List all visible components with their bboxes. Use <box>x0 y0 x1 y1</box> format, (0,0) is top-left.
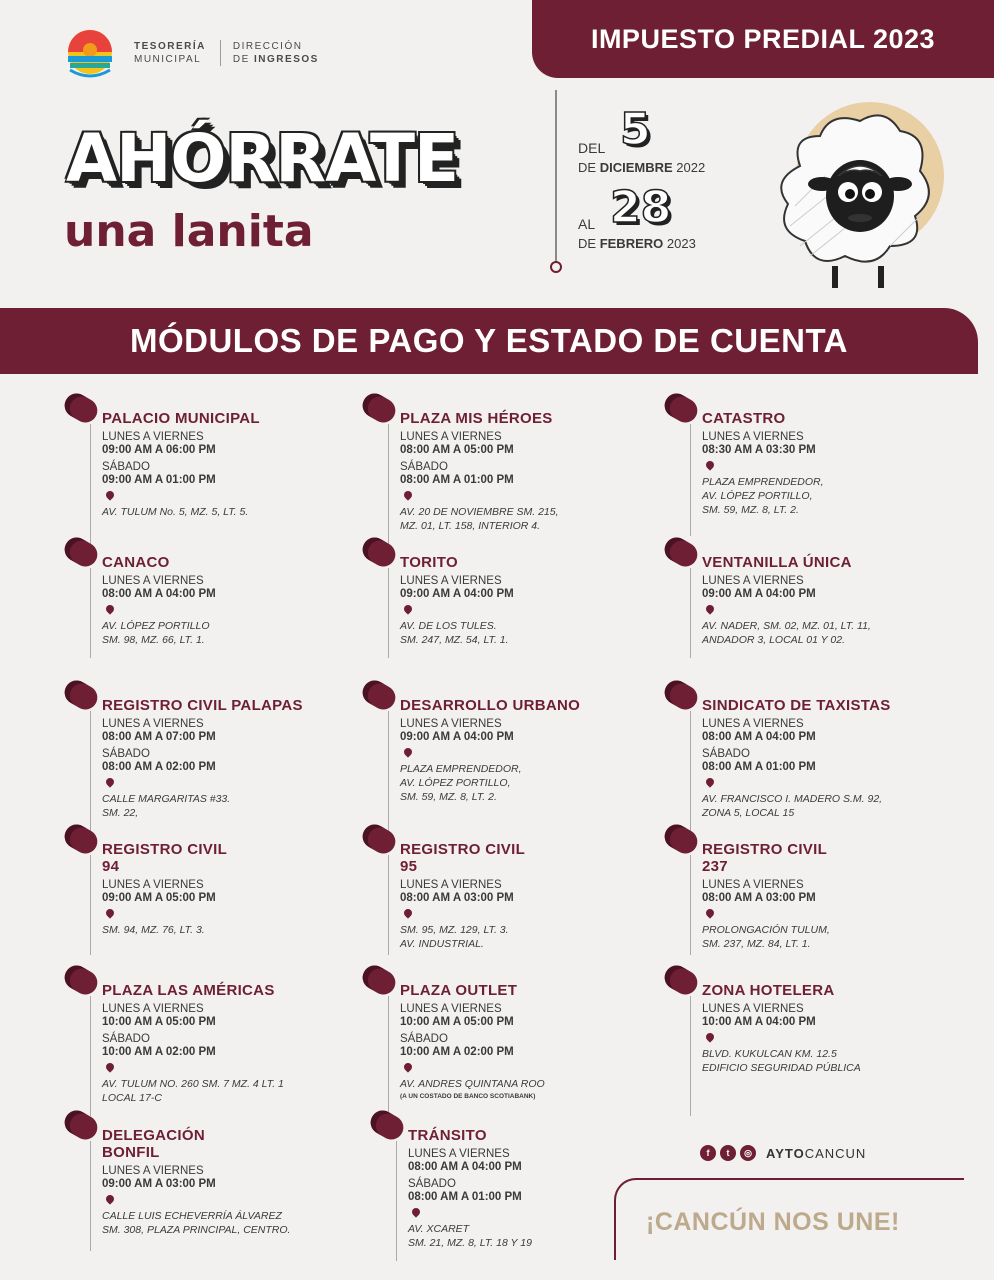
module-marker-icon <box>60 1106 101 1144</box>
module-name-line2: 94 <box>102 858 120 875</box>
from-prefix: DEL <box>578 140 606 156</box>
module-name: DESARROLLO URBANO <box>400 697 581 714</box>
direccion-label: DIRECCIÓN DE INGRESOS <box>232 41 319 65</box>
module-line <box>388 424 389 554</box>
module-address: CALLE LUIS ECHEVERRÍA ÁLVAREZ SM. 308, PLAZA PRINCIPAL, CENTRO. <box>102 1210 291 1236</box>
to-day: 28 <box>610 182 672 233</box>
module-schedule <box>702 879 972 904</box>
module-schedule <box>702 431 972 456</box>
module-name: PALACIO MUNICIPAL <box>102 410 260 427</box>
module-schedule <box>702 575 972 600</box>
module-schedule <box>400 879 670 904</box>
module-name: REGISTRO CIVIL <box>400 841 526 858</box>
module-address: AV. TULUM No. 5, MZ. 5, LT. 5. <box>102 506 249 518</box>
schedule-days: LUNES A VIERNES <box>702 575 804 587</box>
module-address: AV. NADER, SM. 02, MZ. 01, LT. 11, ANDADOR 3, LOCAL 01 Y 02. <box>702 620 871 646</box>
payment-module <box>400 841 670 951</box>
module-marker-icon <box>60 389 101 427</box>
schedule-hours: 09:00 AM A 05:00 PM <box>102 891 216 904</box>
location-pin-icon <box>402 907 413 918</box>
payment-module <box>102 410 372 519</box>
module-name: REGISTRO CIVIL <box>702 841 828 858</box>
location-pin-icon <box>402 1061 413 1072</box>
sheep-illustration <box>760 96 950 296</box>
module-name: PLAZA OUTLET <box>400 982 518 999</box>
schedule-hours-sat: 08:00 AM A 01:00 PM <box>408 1190 522 1203</box>
org-divider <box>220 40 221 66</box>
module-name: CATASTRO <box>702 410 786 427</box>
schedule-days-sat: SÁBADO <box>702 748 750 760</box>
location-pin-icon <box>402 603 413 614</box>
module-line <box>388 996 389 1116</box>
date-divider <box>555 90 557 262</box>
divider-dot <box>550 261 562 273</box>
hero-subtitle: una lanita <box>64 206 314 257</box>
payment-module <box>400 554 670 647</box>
schedule-hours: 08:30 AM A 03:30 PM <box>702 443 816 456</box>
location-pin-icon <box>704 603 715 614</box>
module-schedule <box>102 1165 372 1190</box>
schedule-hours-sat: 10:00 AM A 02:00 PM <box>102 1045 216 1058</box>
payment-module <box>102 554 372 647</box>
location-pin-icon <box>104 1193 115 1204</box>
module-name: TORITO <box>400 554 458 571</box>
module-schedule <box>102 431 372 486</box>
schedule-days-sat: SÁBADO <box>102 461 150 473</box>
schedule-days: LUNES A VIERNES <box>102 1003 204 1015</box>
schedule-hours: 08:00 AM A 04:00 PM <box>702 730 816 743</box>
municipal-logo <box>60 20 120 90</box>
payment-module <box>102 982 372 1105</box>
section-banner <box>0 308 978 374</box>
schedule-days-sat: SÁBADO <box>102 748 150 760</box>
module-address: BLVD. KUKULCAN KM. 12.5 EDIFICIO SEGURIDAD PÚBLICA <box>702 1048 861 1074</box>
module-marker-icon <box>60 533 101 571</box>
module-address: AV. TULUM NO. 260 SM. 7 MZ. 4 LT. 1 LOCAL 17-C <box>102 1078 284 1104</box>
module-name-line2: BONFIL <box>102 1144 160 1161</box>
schedule-days: LUNES A VIERNES <box>702 431 804 443</box>
module-address: AV. XCARET SM. 21, MZ. 8, LT. 18 Y 19 <box>408 1223 532 1249</box>
module-address: SM. 94, MZ. 76, LT. 3. <box>102 924 205 936</box>
location-pin-icon <box>104 1061 115 1072</box>
module-line <box>90 711 91 831</box>
schedule-days-sat: SÁBADO <box>400 461 448 473</box>
location-pin-icon <box>104 489 115 500</box>
module-address: PROLONGACIÓN TULUM, SM. 237, MZ. 84, LT. 1. <box>702 924 830 950</box>
module-marker-icon <box>366 1106 407 1144</box>
module-line <box>388 568 389 658</box>
instagram-icon[interactable]: ◎ <box>740 1145 756 1161</box>
schedule-days: LUNES A VIERNES <box>102 1165 204 1177</box>
schedule-hours: 08:00 AM A 07:00 PM <box>102 730 216 743</box>
payment-module <box>702 410 972 517</box>
schedule-days: LUNES A VIERNES <box>400 718 502 730</box>
location-pin-icon <box>410 1206 421 1217</box>
module-line <box>690 855 691 955</box>
module-address: AV. FRANCISCO I. MADERO S.M. 92, ZONA 5, LOCAL 15 <box>702 793 883 819</box>
schedule-hours: 10:00 AM A 05:00 PM <box>102 1015 216 1028</box>
schedule-hours-sat: 08:00 AM A 01:00 PM <box>400 473 514 486</box>
to-month: DE FEBRERO 2023 <box>578 236 696 251</box>
schedule-hours-sat: 09:00 AM A 01:00 PM <box>102 473 216 486</box>
schedule-hours: 08:00 AM A 05:00 PM <box>400 443 514 456</box>
to-prefix: AL <box>578 216 596 232</box>
module-line <box>690 996 691 1116</box>
schedule-hours: 08:00 AM A 03:00 PM <box>400 891 514 904</box>
schedule-hours: 09:00 AM A 04:00 PM <box>702 587 816 600</box>
module-address: SM. 95, MZ. 129, LT. 3. AV. INDUSTRIAL. <box>400 924 509 950</box>
hero-title: AHÓRRATE <box>66 120 459 197</box>
module-name: TRÁNSITO <box>408 1127 487 1144</box>
schedule-days: LUNES A VIERNES <box>400 431 502 443</box>
schedule-hours: 09:00 AM A 04:00 PM <box>400 730 514 743</box>
schedule-days: LUNES A VIERNES <box>102 575 204 587</box>
module-line <box>90 568 91 658</box>
module-name: CANACO <box>102 554 170 571</box>
module-name: REGISTRO CIVIL <box>102 841 228 858</box>
module-schedule <box>400 431 670 486</box>
date-to <box>578 180 758 251</box>
location-pin-icon <box>104 603 115 614</box>
module-name: SINDICATO DE TAXISTAS <box>702 697 891 714</box>
module-line <box>90 855 91 955</box>
module-address: AV. DE LOS TULES. SM. 247, MZ. 54, LT. 1. <box>400 620 509 646</box>
location-pin-icon <box>704 1031 715 1042</box>
module-name: ZONA HOTELERA <box>702 982 835 999</box>
location-pin-icon <box>704 459 715 470</box>
module-name: PLAZA MIS HÉROES <box>400 410 553 427</box>
schedule-hours: 08:00 AM A 04:00 PM <box>408 1160 522 1173</box>
date-range <box>578 104 758 251</box>
module-name: PLAZA LAS AMÉRICAS <box>102 982 275 999</box>
location-pin-icon <box>704 907 715 918</box>
twitter-icon[interactable]: t <box>720 1145 736 1161</box>
module-marker-icon <box>60 961 101 999</box>
payment-module <box>102 1127 372 1237</box>
module-schedule <box>702 718 972 773</box>
module-name-line2: 237 <box>702 858 728 875</box>
module-schedule <box>400 718 670 743</box>
schedule-hours: 09:00 AM A 03:00 PM <box>102 1177 216 1190</box>
schedule-hours: 10:00 AM A 04:00 PM <box>702 1015 816 1028</box>
payment-module <box>102 841 372 937</box>
payment-module <box>400 982 670 1100</box>
tax-year-banner <box>532 0 994 78</box>
module-schedule <box>102 879 372 904</box>
from-day: 5 <box>620 104 651 155</box>
module-schedule <box>400 1003 670 1058</box>
schedule-days-sat: SÁBADO <box>400 1033 448 1045</box>
module-schedule <box>702 1003 972 1028</box>
social-handle: AYTOCANCUN <box>766 1145 867 1161</box>
schedule-hours-sat: 10:00 AM A 02:00 PM <box>400 1045 514 1058</box>
module-line <box>690 424 691 536</box>
location-pin-icon <box>104 907 115 918</box>
payment-module <box>702 841 972 951</box>
from-month: DE DICIEMBRE 2022 <box>578 160 706 175</box>
module-line <box>388 711 389 831</box>
module-schedule <box>102 1003 372 1058</box>
module-line <box>90 424 91 544</box>
module-line <box>90 1141 91 1251</box>
tesoreria-label: TESORERÍA MUNICIPAL <box>134 41 206 65</box>
module-line <box>690 711 691 831</box>
address-note: (A UN COSTADO DE BANCO SCOTIABANK) <box>400 1093 536 1100</box>
payment-module <box>102 697 372 820</box>
schedule-hours-sat: 08:00 AM A 01:00 PM <box>702 760 816 773</box>
schedule-days: LUNES A VIERNES <box>102 718 204 730</box>
module-name: DELEGACIÓN <box>102 1127 206 1144</box>
location-pin-icon <box>704 776 715 787</box>
schedule-days: LUNES A VIERNES <box>702 718 804 730</box>
schedule-days: LUNES A VIERNES <box>400 575 502 587</box>
section-title: MÓDULOS DE PAGO Y ESTADO DE CUENTA <box>129 322 848 359</box>
module-schedule <box>400 575 670 600</box>
payment-module <box>702 982 972 1075</box>
schedule-days: LUNES A VIERNES <box>702 879 804 891</box>
module-name: VENTANILLA ÚNICA <box>702 554 852 571</box>
module-name-line2: 95 <box>400 858 418 875</box>
location-pin-icon <box>104 776 115 787</box>
schedule-hours: 08:00 AM A 03:00 PM <box>702 891 816 904</box>
module-marker-icon <box>60 676 101 714</box>
payment-module <box>400 697 670 804</box>
module-line <box>690 568 691 658</box>
module-line <box>388 855 389 955</box>
module-name: REGISTRO CIVIL PALAPAS <box>102 697 303 714</box>
banner-title: IMPUESTO PREDIAL 2023 <box>590 23 936 54</box>
module-line <box>90 996 91 1116</box>
payment-module <box>702 554 972 647</box>
schedule-days: LUNES A VIERNES <box>102 879 204 891</box>
schedule-hours: 09:00 AM A 06:00 PM <box>102 443 216 456</box>
date-from <box>578 104 758 175</box>
payment-module <box>400 410 670 533</box>
slogan: ¡CANCÚN NOS UNE! <box>646 1208 900 1236</box>
schedule-hours-sat: 08:00 AM A 02:00 PM <box>102 760 216 773</box>
location-pin-icon <box>402 746 413 757</box>
schedule-days: LUNES A VIERNES <box>400 879 502 891</box>
location-pin-icon <box>402 489 413 500</box>
module-address: AV. ANDRES QUINTANA ROO <box>400 1078 545 1090</box>
module-marker-icon <box>60 820 101 858</box>
module-address: AV. LÓPEZ PORTILLO SM. 98, MZ. 66, LT. 1. <box>102 620 210 646</box>
module-line <box>396 1141 397 1261</box>
schedule-days: LUNES A VIERNES <box>102 431 204 443</box>
schedule-days: LUNES A VIERNES <box>702 1003 804 1015</box>
module-address: PLAZA EMPRENDEDOR, AV. LÓPEZ PORTILLO, SM. 59, MZ. 8, LT. 2. <box>702 476 824 516</box>
schedule-hours: 08:00 AM A 04:00 PM <box>102 587 216 600</box>
module-schedule <box>102 575 372 600</box>
payment-module <box>702 697 972 820</box>
schedule-days: LUNES A VIERNES <box>408 1148 510 1160</box>
schedule-days-sat: SÁBADO <box>102 1033 150 1045</box>
module-address: AV. 20 DE NOVIEMBRE SM. 215, MZ. 01, LT. 158, INTERIOR 4. <box>400 506 559 532</box>
schedule-days: LUNES A VIERNES <box>400 1003 502 1015</box>
module-address: CALLE MARGARITAS #33. SM. 22, <box>102 793 231 819</box>
social-links <box>700 1145 866 1161</box>
module-address: PLAZA EMPRENDEDOR, AV. LÓPEZ PORTILLO, SM. 59, MZ. 8, LT. 2. <box>400 763 522 803</box>
org-names <box>134 40 333 66</box>
schedule-hours: 09:00 AM A 04:00 PM <box>400 587 514 600</box>
schedule-days-sat: SÁBADO <box>408 1178 456 1190</box>
schedule-hours: 10:00 AM A 05:00 PM <box>400 1015 514 1028</box>
module-schedule <box>102 718 372 773</box>
facebook-icon[interactable]: f <box>700 1145 716 1161</box>
